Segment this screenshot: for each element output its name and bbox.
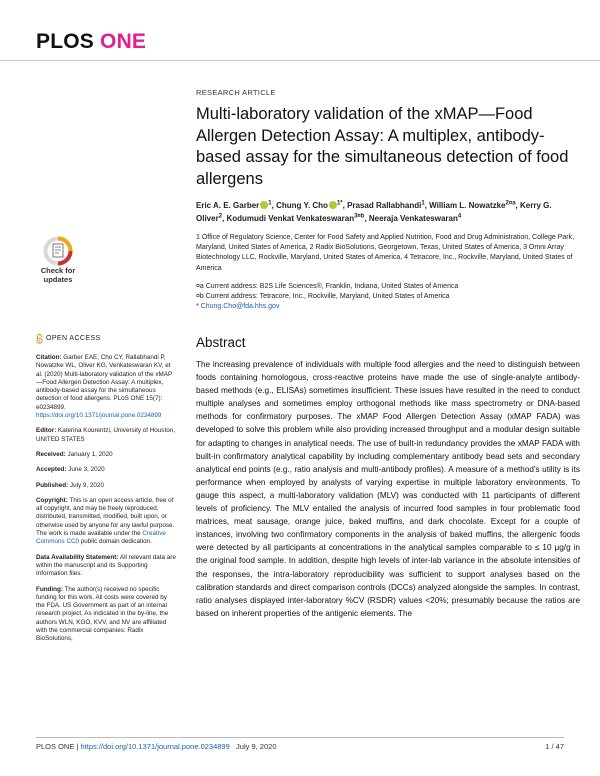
corresponding-email-link[interactable]: Chung.Cho@fda.hhs.gov (200, 303, 280, 311)
journal-logo-plos: PLOS (36, 30, 94, 53)
author-separator: , (222, 213, 227, 223)
author-name-text: Eric A. E. Garber (196, 200, 260, 210)
check-for-updates-badge[interactable] (36, 236, 80, 292)
corresponding-author (196, 302, 581, 312)
author-name[interactable] (196, 201, 276, 210)
author-name[interactable] (429, 201, 520, 210)
author-separator: , (515, 200, 520, 210)
citation-label: Citation: (36, 354, 62, 361)
corresponding-marker: * (196, 303, 201, 311)
editor-text: Katerina Kourentzi, University of Houston, UNITED STATES (36, 427, 175, 443)
abstract-heading: Abstract (196, 335, 246, 350)
article-type: RESEARCH ARTICLE (196, 88, 276, 97)
author-name-text: Kerry G. Oliver (196, 200, 552, 223)
funding-text: The author(s) received no specific funding for this work. All costs were covered by the FDA. US Government as part of an internal research project. As indicated in the by-line, the authors WLN, KGO, KVV, and NV are affiliated with the commercial companies: Radix BioSolutions, (36, 585, 169, 643)
current-address-b: ¤b Current address: Tetracore, Inc., Rockville, Maryland, United States of America (196, 293, 450, 301)
funding-label: Funding: (36, 585, 63, 593)
author-separator: , (424, 200, 430, 210)
abstract-text: The increasing prevalence of individuals with multiple food allergies and the need to distinguish between foods containing homologous, cross-reactive proteins have made the use of single-analyte antibody-based methods (e.g., ELISAs) sometimes insufficient. These issues have resulted in the need to conduct multiple analyses and sometimes employ orthogonal methods like mass spectrometry or DNA-based methods for confirmatory purposes. The xMAP Food Allergen Detection Assay (xMAP FADA) was developed to solve this problem while also providing increased throughput and a modular design suitable for adapting to changes in analytical needs. The use of built-in redundancy provides the xMAP FADA with built-in confirmatory analytical capability by including complementary antibody bead sets and secondary analytical end points (e.g., ratio analysis and multi-antibody profiles). A measure of a method's utility is its performance when employed by analysts of varying expertise in multiple laboratory environments. To gauge this aspect, a multi-laboratory validation (MLV) was conducted with 11 participants of different levels of proficiency. The MLV entailed the analysis of incurred food samples in four problematic food matrices, meat sausage, orange juice, baked muffins, and dark chocolate. Except for a couple of instances, involving two confirmatory components in the analysis of baked muffins, the allergenic foods were detected by all participants at concentrations in the analytical samples comparable to ≤ 10 μg/g in the original food sample. In addition, despite high levels of inter-lab variance in the absolute intensities of the responses, the intra-laboratory reproducibility was sufficient to support analyses based on the calibration standards and direct comparison controls (DCCs) analyzed alongside the samples. In contrast, ratio analyses displayed inter-laboratory %CV (RSDR) values <20%; presumably because the ratios are based on inherent properties of the antigenic elements. The (196, 360, 580, 618)
author-name[interactable] (276, 201, 347, 210)
data-availability-text: All relevant data are within the manuscript and its Supporting Information files. (36, 553, 176, 578)
accepted-date: June 3, 2020 (66, 466, 105, 474)
citation-block (36, 354, 176, 420)
editor-label: Editor: (36, 427, 57, 435)
footer-separator: | (74, 742, 81, 751)
author-separator: , (342, 200, 348, 210)
accepted-block (36, 466, 176, 474)
open-access-icon (36, 334, 43, 344)
author-list (196, 198, 581, 224)
check-for-updates-line2: updates (43, 274, 73, 284)
author-affiliation-marks: 1* (336, 200, 343, 206)
author-affiliation-marks: 1 (268, 200, 272, 206)
author-name[interactable] (347, 201, 429, 210)
copyright-text: This is an open access article, free of all copyright, and may be freely reproduced, distributed, transmitted, modified, built upon, or otherwise used by anyone for any lawful purpose. The work is made available under the (36, 496, 175, 538)
author-name-text: Prasad Rallabhandi (347, 200, 422, 210)
author-name[interactable] (226, 214, 368, 223)
author-name-text: Chung Y. Cho (276, 200, 328, 210)
journal-logo[interactable] (36, 30, 146, 54)
published-block (36, 482, 176, 490)
citation-doi-link[interactable]: https://doi.org/10.1371/journal.pone.0234899 (36, 412, 162, 420)
copyright-label: Copyright: (36, 496, 68, 504)
journal-logo-one: ONE (100, 30, 147, 53)
current-addresses (196, 282, 581, 313)
author-name[interactable] (369, 214, 461, 223)
data-availability-label: Data Availability Statement: (36, 553, 119, 561)
footer-doi-link[interactable]: https://doi.org/10.1371/journal.pone.0234899 (80, 742, 230, 751)
author-affiliation-marks: 2 (218, 213, 223, 220)
published-date: July 9, 2020 (68, 481, 104, 489)
open-access-label (36, 334, 176, 344)
author-affiliation-marks: 2¤a (505, 200, 516, 206)
check-for-updates-icon (43, 236, 73, 266)
author-separator: , (364, 213, 369, 223)
footer-divider (36, 737, 564, 738)
author-name-text: Kodumudi Venkat Venkateswaran (226, 213, 355, 223)
funding-block (36, 586, 176, 644)
creative-commons-link[interactable]: Creative Commons CC0 (36, 530, 166, 546)
footer-page-number: 1 / 47 (545, 742, 564, 751)
author-affiliation-marks: 3¤b (354, 213, 365, 220)
author-name-text: William L. Nowatzke (429, 200, 506, 210)
published-label: Published: (36, 481, 69, 489)
citation-text: Garber EAE, Cho CY, Rallabhandi P, Nowatzke WL, Oliver KG, Venkateswaran KV, et al. (2020) Multi-laboratory validation of the xMAP—Food Allergen Detection Assay: A multiplex, antibody-based assay for the simultaneous detection of food allergens. PLoS ONE 15(7): e0234899. (36, 354, 173, 411)
editor-block (36, 427, 176, 444)
article-title: Multi-laboratory validation of the xMAP—Food Allergen Detection Assay: A multiplex, antibody-based assay for the simultaneous detection of food allergens (196, 105, 569, 188)
footer-journal: PLOS ONE (36, 742, 75, 751)
current-address-a: ¤a Current address: B2S Life Sciences®, Franklin, Indiana, United States of America (196, 283, 459, 290)
author-affiliation-marks: 1 (421, 200, 425, 206)
header-divider (0, 60, 600, 61)
open-access-text: OPEN ACCESS (46, 334, 101, 342)
affiliations: 1 Office of Regulatory Science, Center for Food Safety and Applied Nutrition, Food and Drug Administration, College Park, Maryland, United States of America, 2 Radix BioSolutions, Georgetown, Texas, United States of America, 3 Omni Array Biotechnology LLC, Rockville, Maryland, United States of America, 4 Tetracore, Inc., Rockville, Maryland, United States of America (196, 234, 575, 272)
copyright-block (36, 497, 176, 547)
article-info-sidebar (36, 334, 176, 651)
received-label: Received: (36, 450, 66, 458)
footer-left (36, 742, 277, 751)
check-for-updates-line1: Check for (40, 266, 76, 275)
author-name-text: Neeraja Venkateswaran (368, 213, 458, 223)
received-block (36, 451, 176, 459)
data-availability-block (36, 554, 176, 579)
received-date: January 1, 2020 (65, 450, 113, 458)
accepted-label: Accepted: (36, 466, 67, 474)
copyright-tail: public domain dedication. (79, 538, 152, 546)
orcid-icon[interactable] (329, 201, 337, 209)
footer-date: July 9, 2020 (236, 742, 277, 751)
author-separator: , (271, 200, 277, 210)
author-affiliation-marks: 4 (457, 213, 462, 220)
